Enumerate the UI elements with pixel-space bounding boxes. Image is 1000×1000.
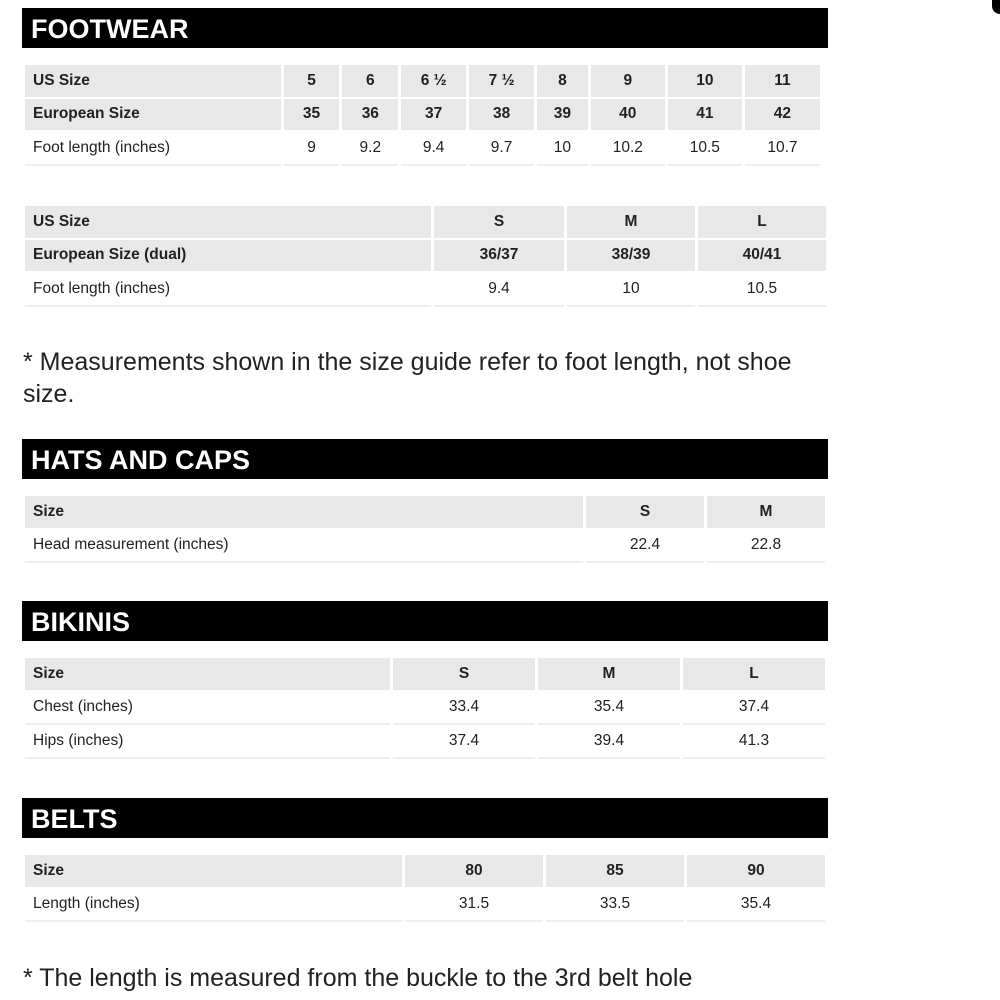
table-cell: 9.4 [434, 273, 564, 307]
row-label: US Size [25, 65, 281, 99]
footwear-note: * Measurements shown in the size guide refer to foot length, not shoe size. [23, 348, 792, 408]
table-cell: 41.3 [683, 725, 825, 759]
table-cell: 90 [687, 855, 825, 889]
table-cell: 31.5 [405, 889, 543, 923]
table-cell: 35.4 [687, 889, 825, 923]
row-label: Foot length (inches) [25, 132, 281, 166]
row-label: Size [25, 855, 402, 889]
table-cell: 8 [537, 65, 588, 99]
table-cell: 10 [668, 65, 742, 99]
table-row [25, 725, 825, 759]
table-cell: 10.7 [745, 132, 820, 166]
table-cell: 39 [537, 99, 588, 133]
table-cell: 41 [668, 99, 742, 133]
table-cell: 11 [745, 65, 820, 99]
row-label: European Size (dual) [25, 240, 431, 274]
row-label: Chest (inches) [25, 692, 390, 726]
table-cell: 40 [591, 99, 665, 133]
section-header-hats: HATS AND CAPS [22, 439, 828, 479]
table-cell: 85 [546, 855, 684, 889]
table-row [25, 658, 825, 692]
table-cell: 39.4 [538, 725, 680, 759]
table-cell: 33.5 [546, 889, 684, 923]
table-cell: 10.2 [591, 132, 665, 166]
table-row [25, 530, 825, 564]
section-header-bikinis: BIKINIS [22, 601, 828, 641]
row-label: European Size [25, 99, 281, 133]
table-cell: 37 [401, 99, 466, 133]
table-cell: S [586, 496, 704, 530]
table-cell: M [707, 496, 825, 530]
table-cell: S [393, 658, 535, 692]
table-row [25, 273, 826, 307]
table-cell: 36/37 [434, 240, 564, 274]
table-cell: 9 [284, 132, 340, 166]
table-row [25, 132, 820, 166]
row-label: Size [25, 496, 583, 530]
hats-size-table [22, 496, 828, 563]
table-cell: 10.5 [668, 132, 742, 166]
row-label: US Size [25, 206, 431, 240]
table-cell: 9.7 [469, 132, 534, 166]
table-cell: 7 ½ [469, 65, 534, 99]
section-header-footwear: FOOTWEAR [22, 8, 828, 48]
table-cell: 37.4 [393, 725, 535, 759]
table-cell: 22.4 [586, 530, 704, 564]
table-cell: 9.2 [342, 132, 398, 166]
table-cell: L [698, 206, 826, 240]
table-cell: 35.4 [538, 692, 680, 726]
footwear-size-table [22, 65, 823, 166]
table-cell: 38/39 [567, 240, 695, 274]
table-cell: M [567, 206, 695, 240]
table-cell: 9.4 [401, 132, 466, 166]
table-cell: S [434, 206, 564, 240]
table-cell: 36 [342, 99, 398, 133]
table-row [25, 855, 825, 889]
table-cell: 10.5 [698, 273, 826, 307]
row-label: Hips (inches) [25, 725, 390, 759]
edge-shape [992, 0, 1000, 14]
table-cell: 10 [567, 273, 695, 307]
section-header-belts: BELTS [22, 798, 828, 838]
table-cell: 9 [591, 65, 665, 99]
row-label: Head measurement (inches) [25, 530, 583, 564]
row-label: Foot length (inches) [25, 273, 431, 307]
table-cell: 38 [469, 99, 534, 133]
table-cell: M [538, 658, 680, 692]
table-cell: 35 [284, 99, 340, 133]
footwear-dual-size-table [22, 206, 829, 307]
table-cell: 5 [284, 65, 340, 99]
table-cell: 37.4 [683, 692, 825, 726]
table-row [25, 496, 825, 530]
table-cell: 40/41 [698, 240, 826, 274]
table-row [25, 240, 826, 274]
belts-note: * The length is measured from the buckle to the 3rd belt hole [23, 964, 693, 992]
table-cell: 10 [537, 132, 588, 166]
row-label: Length (inches) [25, 889, 402, 923]
table-row [25, 692, 825, 726]
table-cell: 6 ½ [401, 65, 466, 99]
table-cell: 42 [745, 99, 820, 133]
table-row [25, 889, 825, 923]
table-cell: 80 [405, 855, 543, 889]
table-cell: 6 [342, 65, 398, 99]
belts-size-table [22, 855, 828, 922]
table-row [25, 99, 820, 133]
table-cell: 33.4 [393, 692, 535, 726]
table-row [25, 65, 820, 99]
table-cell: L [683, 658, 825, 692]
bikinis-size-table [22, 658, 828, 759]
table-row [25, 206, 826, 240]
row-label: Size [25, 658, 390, 692]
table-cell: 22.8 [707, 530, 825, 564]
